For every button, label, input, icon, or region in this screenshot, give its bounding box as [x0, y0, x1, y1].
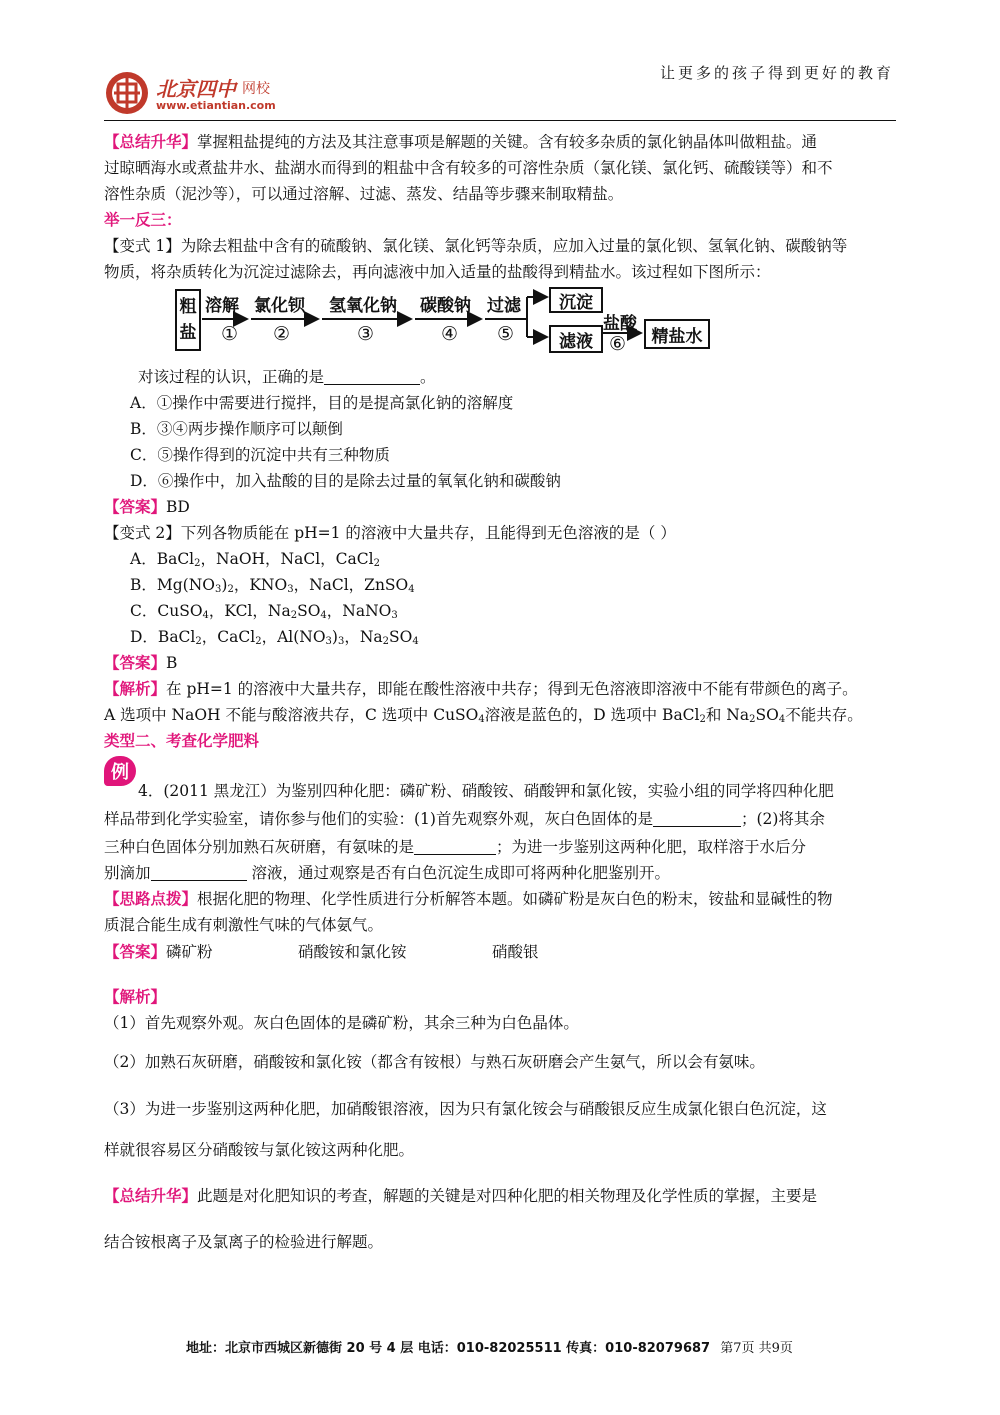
ex4-l2b: ；(2)将其余	[740, 810, 825, 828]
ex4-l3b: ；为进一步鉴别这两种化肥，取样溶于水后分	[496, 838, 807, 856]
v2-d-3: ，Al(NO	[261, 628, 326, 646]
footer	[186, 1337, 793, 1356]
v2-c-3: SO	[297, 602, 321, 620]
summary-text: 掌握粗盐提纯的方法及其注意事项是解题的关键。含有较多杂质的氯化钠晶体叫做粗盐。通	[197, 133, 818, 151]
v2-d-4: )	[331, 628, 338, 646]
summary2-line-2: 结合铵根离子及氯离子的检验进行解题。	[104, 1233, 384, 1251]
v2-d-sub3: 3	[325, 636, 332, 647]
ex4-line-2	[104, 808, 825, 830]
ex4-blank-3[interactable]	[151, 864, 247, 881]
v1-option-d: D．⑥操作中，加入盐酸的目的是除去过量的氧氧化钠和碳酸钠	[130, 472, 561, 490]
ans4-line	[104, 941, 213, 963]
flow-num-2: ②	[273, 323, 291, 345]
ans4-a2: 硝酸铵和氯化铵	[298, 943, 407, 961]
header-rule	[104, 120, 896, 121]
v2-b-sub1: 3	[215, 584, 222, 595]
flow-step-2: 氯化钡	[254, 296, 305, 316]
v1-answer-value: BD	[166, 498, 190, 516]
summary-line-3: 溶性杂质（泥沙等），可以通过溶解、过滤、蒸发、结晶等步骤来制取精盐。	[104, 185, 624, 203]
v1-line-1: 【变式 1】为除去粗盐中含有的硫酸钠、氯化镁、氯化钙等杂质，应加入过量的氯化钡、氢氧化钠、碳酸钠等	[104, 237, 848, 255]
logo	[104, 70, 284, 116]
v2-c-sub4: 3	[391, 610, 398, 621]
summary2-line-1	[104, 1185, 817, 1207]
v1-question-text: 对该过程的认识，正确的是	[138, 368, 325, 386]
v2-option-b	[130, 574, 415, 601]
v2-answer	[104, 652, 177, 674]
flow-step-5: 过滤	[487, 296, 521, 316]
footer-page: 第7页 共9页	[720, 1341, 793, 1356]
summary2-tag: 【总结升华】	[104, 1187, 198, 1205]
v2-jiexi-sub-a: 4	[478, 714, 485, 725]
v2-jiexi-sub-d: 4	[778, 714, 786, 725]
silu-line-1	[104, 888, 833, 910]
flow-start-bottom: 盐	[179, 323, 197, 343]
flow-num-4: ④	[441, 323, 459, 345]
v2-d-2: ，CaCl	[201, 628, 256, 646]
v1-answer-tag: 【答案】	[104, 498, 167, 516]
v2-jiexi-2b: 溶液是蓝色的，D 选项中 BaCl	[484, 706, 700, 724]
v2-b-sub3: 3	[287, 584, 294, 595]
v2-d-sub5: 2	[382, 636, 390, 647]
flow-num-6: ⑥	[609, 333, 627, 355]
jiexi4-tag: 【解析】	[104, 988, 167, 1006]
v2-d-sub4: 3	[337, 636, 345, 647]
v2-a-sub1: 2	[194, 558, 201, 569]
v2-jiexi-text1: 在 pH=1 的溶液中大量共存，即能在酸性溶液中共存；得到无色溶液即溶液中不能有带颜色的离子。	[166, 680, 858, 698]
v2-a-sub2: 2	[373, 558, 380, 569]
v2-option-a	[130, 548, 380, 575]
logo-url: www.etiantian.com	[156, 99, 276, 112]
flow-num-5: ⑤	[497, 323, 515, 345]
summary2-text-1: 此题是对化肥知识的考查，解题的关键是对四种化肥的相关物理及化学性质的掌握，主要是	[197, 1187, 818, 1205]
ans4-tag: 【答案】	[104, 943, 167, 961]
silu-line-2: 质混合能生成有刺激性气味的气体氨气。	[104, 916, 384, 934]
v2-option-c	[130, 600, 398, 627]
v1-option-b: B．③④两步操作顺序可以颠倒	[130, 420, 343, 438]
ex4-l3a: 三种白色固体分别加熟石灰研磨，有氨味的是	[104, 838, 415, 856]
example-badge	[104, 756, 136, 786]
v2-d-sub1: 2	[195, 636, 202, 647]
ex4-l4a: 别滴加	[104, 864, 151, 882]
summary-line-2: 过晾晒海水或煮盐井水、盐湖水而得到的粗盐中含有较多的可溶性杂质（氯化镁、氯化钙、硫酸镁等）和不	[104, 159, 833, 177]
jiexi4-p2: （2）加熟石灰研磨，硝酸铵和氯化铵（都含有铵根）与熟石灰研磨会产生氨气，所以会有氨味。	[104, 1053, 765, 1071]
v2-jiexi-2d: SO	[755, 706, 779, 724]
flow-start-box	[175, 289, 201, 351]
v2-jiexi-2	[104, 704, 863, 731]
v1-question	[138, 366, 436, 388]
v2-jiexi-sub-b: 2	[699, 714, 706, 725]
v2-d-1: D．BaCl	[130, 628, 196, 646]
v2-b-3: ，KNO	[233, 576, 288, 594]
v2-b-4: ，NaCl，ZnSO	[293, 576, 409, 594]
v2-answer-value: B	[166, 654, 178, 672]
flow-start-top: 粗	[179, 297, 197, 317]
v2-jiexi-2a: A 选项中 NaOH 不能与酸溶液共存，C 选项中 CuSO	[104, 706, 479, 724]
v2-jiexi-2c: 和 Na	[705, 706, 750, 724]
type2-heading: 类型二、考查化学肥料	[104, 732, 260, 750]
flow-num-1: ①	[221, 323, 239, 345]
summary-line-1	[104, 131, 817, 153]
v1-question-end: 。	[420, 368, 436, 386]
v2-stem: 【变式 2】下列各物质能在 pH=1 的溶液中大量共存，且能得到无色溶液的是（ ）	[104, 524, 676, 542]
v2-a-1: A．BaCl	[130, 550, 195, 568]
ex4-l2a: 样品带到化学实验室，请你参与他们的实验：(1)首先观察外观，灰白色固体的是	[104, 810, 653, 828]
v2-c-4: ，NaNO	[326, 602, 392, 620]
summary-tag: 【总结升华】	[104, 133, 198, 151]
silu-tag: 【思路点拨】	[104, 890, 198, 908]
flow-final-box: 精盐水	[644, 319, 710, 349]
logo-emblem-icon	[104, 70, 150, 116]
header-slogan: 让更多的孩子得到更好的教育	[660, 64, 895, 82]
v2-d-5: ，Na	[344, 628, 383, 646]
v1-line-2: 物质，将杂质转化为沉淀过滤除去，再向滤液中加入适量的盐酸得到精盐水。该过程如下图所示：	[104, 263, 771, 281]
v2-d-6: SO	[389, 628, 413, 646]
logo-suffix: 网校	[242, 81, 270, 97]
flow-precipitate-box: 沉淀	[549, 287, 603, 313]
flow-step-3: 氢氧化钠	[329, 296, 397, 316]
logo-name: 北京四中	[156, 77, 236, 101]
v2-d-sub6: 4	[412, 636, 419, 647]
v2-c-sub2: 2	[290, 610, 298, 621]
v1-option-a: A．①操作中需要进行搅拌，目的是提高氯化钠的溶解度	[130, 394, 514, 412]
v1-option-c: C．⑤操作得到的沉淀中共有三种物质	[130, 446, 390, 464]
v2-jiexi-tag: 【解析】	[104, 680, 167, 698]
v2-answer-tag: 【答案】	[104, 654, 167, 672]
v1-answer-blank[interactable]	[324, 368, 420, 385]
flow-filtrate-box: 滤液	[549, 325, 603, 353]
v2-b-sub2: 2	[227, 584, 234, 595]
flow-step-1: 溶解	[205, 296, 239, 316]
flow-acid-label: 盐酸	[603, 314, 637, 334]
v2-b-2: )	[221, 576, 228, 594]
v2-c-2: ，KCl，Na	[208, 602, 291, 620]
example-badge-text: 例	[111, 762, 129, 783]
v2-jiexi-1	[104, 678, 858, 700]
footer-address: 地址：北京市西城区新德街 20 号 4 层 电话：010-82025511 传真：010-82079687	[186, 1341, 711, 1356]
ans4-a3: 硝酸银	[492, 943, 539, 961]
flow-step-4: 碳酸钠	[420, 296, 471, 316]
v2-jiexi-sub-c: 2	[749, 714, 756, 725]
flow-num-3: ③	[357, 323, 375, 345]
juyi-heading: 举一反三：	[104, 211, 182, 229]
jiexi4-p3a: （3）为进一步鉴别这两种化肥，加硝酸银溶液，因为只有氯化铵会与硝酸银反应生成氯化银白色沉淀，这	[104, 1100, 827, 1118]
ex4-l4b: 溶液，通过观察是否有白色沉淀生成即可将两种化肥鉴别开。	[246, 864, 670, 882]
v2-d-sub2: 2	[255, 636, 262, 647]
ex4-line-4	[104, 862, 670, 884]
v2-b-sub4: 4	[408, 584, 415, 595]
jiexi4-p3b: 样就很容易区分硝酸铵与氯化铵这两种化肥。	[104, 1141, 415, 1159]
silu-text-1: 根据化肥的物理、化学性质进行分析解答本题。如磷矿粉是灰白色的粉末，铵盐和显碱性的物	[197, 890, 833, 908]
v2-b-1: B．Mg(NO	[130, 576, 216, 594]
v2-option-d	[130, 626, 419, 653]
v2-c-sub1: 4	[202, 610, 209, 621]
v2-c-1: C．CuSO	[130, 602, 203, 620]
v2-a-2: ，NaOH，NaCl，CaCl	[200, 550, 374, 568]
ex4-line-3	[104, 836, 806, 858]
v2-jiexi-2e: 不能共存。	[785, 706, 863, 724]
jiexi4-p1: （1）首先观察外观。灰白色固体的是磷矿粉，其余三种为白色晶体。	[104, 1014, 579, 1032]
ans4-a1: 磷矿粉	[166, 943, 213, 961]
flow-diagram	[175, 287, 710, 357]
ex4-line-1: 4．(2011 黑龙江）为鉴别四种化肥：磷矿粉、硝酸铵、硝酸钾和氯化铵，实验小组的同学将四种化肥	[138, 782, 834, 800]
ex4-blank-1[interactable]	[653, 810, 741, 827]
ex4-blank-2[interactable]	[414, 838, 496, 855]
v2-c-sub3: 4	[320, 610, 327, 621]
v1-answer	[104, 496, 190, 518]
